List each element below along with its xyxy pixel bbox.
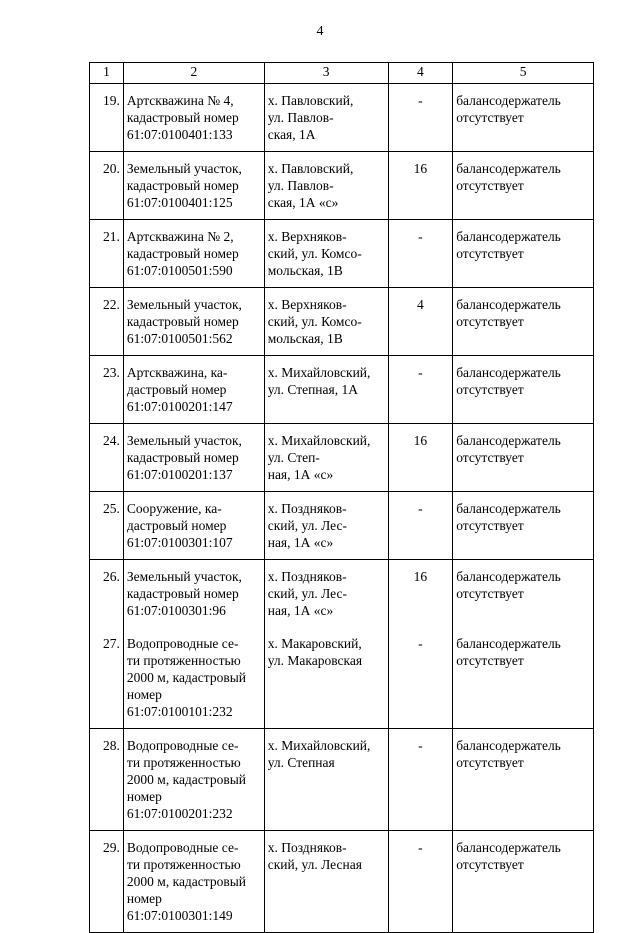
object-name: Артскважина, ка- дастровый номер 61:07:0100201:147 [123, 356, 264, 424]
row-number: 27. [90, 627, 124, 729]
object-area: - [388, 492, 453, 560]
balance-holder: балансодержатель отсутствует [453, 84, 594, 152]
object-address: х. Михайловский, ул. Степ- ная, 1А «с» [264, 424, 388, 492]
object-area: - [388, 831, 453, 933]
object-name: Водопроводные се- ти протяженностью 2000 м, кадастровый номер 61:07:0100101:232 [123, 627, 264, 729]
header-col-5: 5 [453, 63, 594, 84]
object-address: х. Михайловский, ул. Степная, 1А [264, 356, 388, 424]
object-area: - [388, 84, 453, 152]
object-address: х. Павловский, ул. Павлов- ская, 1А «с» [264, 152, 388, 220]
balance-holder: балансодержатель отсутствует [453, 220, 594, 288]
row-number: 21. [90, 220, 124, 288]
header-row [90, 63, 594, 84]
object-area: - [388, 627, 453, 729]
table-row [90, 152, 594, 220]
balance-holder: балансодержатель отсутствует [453, 627, 594, 729]
balance-holder: балансодержатель отсутствует [453, 560, 594, 628]
object-address: х. Павловский, ул. Павлов- ская, 1А [264, 84, 388, 152]
row-number: 19. [90, 84, 124, 152]
header-col-1: 1 [90, 63, 124, 84]
balance-holder: балансодержатель отсутствует [453, 152, 594, 220]
object-area: - [388, 220, 453, 288]
balance-holder: балансодержатель отсутствует [453, 729, 594, 831]
table-row [90, 356, 594, 424]
table-row [90, 220, 594, 288]
table-row [90, 424, 594, 492]
object-name: Водопроводные се- ти протяженностью 2000 м, кадастровый номер 61:07:0100201:232 [123, 729, 264, 831]
object-name: Артскважина № 2, кадастровый номер 61:07:0100501:590 [123, 220, 264, 288]
table-row [90, 831, 594, 933]
table-row [90, 84, 594, 152]
object-name: Земельный участок, кадастровый номер 61:07:0100501:562 [123, 288, 264, 356]
object-area: 4 [388, 288, 453, 356]
object-address: х. Верхняков- ский, ул. Комсо- мольская, 1В [264, 288, 388, 356]
table-row [90, 729, 594, 831]
row-number: 23. [90, 356, 124, 424]
object-address: х. Поздняков- ский, ул. Лес- ная, 1А «с» [264, 492, 388, 560]
object-name: Артскважина № 4, кадастровый номер 61:07:0100401:133 [123, 84, 264, 152]
object-area: - [388, 356, 453, 424]
header-col-3: 3 [264, 63, 388, 84]
balance-holder: балансодержатель отсутствует [453, 424, 594, 492]
header-col-4: 4 [388, 63, 453, 84]
table-row [90, 627, 594, 729]
object-name: Земельный участок, кадастровый номер 61:07:0100301:96 [123, 560, 264, 628]
object-name: Водопроводные се- ти протяженностью 2000 м, кадастровый номер 61:07:0100301:149 [123, 831, 264, 933]
object-area: 16 [388, 560, 453, 628]
balance-holder: балансодержатель отсутствует [453, 831, 594, 933]
object-address: х. Михайловский, ул. Степная [264, 729, 388, 831]
row-number: 22. [90, 288, 124, 356]
balance-holder: балансодержатель отсутствует [453, 492, 594, 560]
row-number: 29. [90, 831, 124, 933]
object-address: х. Поздняков- ский, ул. Лес- ная, 1А «с» [264, 560, 388, 628]
balance-holder: балансодержатель отсутствует [453, 288, 594, 356]
row-number: 20. [90, 152, 124, 220]
row-number: 25. [90, 492, 124, 560]
table-row [90, 560, 594, 628]
row-number: 26. [90, 560, 124, 628]
property-table [89, 62, 594, 933]
object-address: х. Поздняков- ский, ул. Лесная [264, 831, 388, 933]
row-number: 24. [90, 424, 124, 492]
page-number: 4 [316, 24, 324, 39]
object-area: 16 [388, 424, 453, 492]
object-name: Земельный участок, кадастровый номер 61:07:0100401:125 [123, 152, 264, 220]
object-name: Сооружение, ка- дастровый номер 61:07:0100301:107 [123, 492, 264, 560]
object-address: х. Макаровский, ул. Макаровская [264, 627, 388, 729]
object-address: х. Верхняков- ский, ул. Комсо- мольская, 1В [264, 220, 388, 288]
object-area: - [388, 729, 453, 831]
header-col-2: 2 [123, 63, 264, 84]
balance-holder: балансодержатель отсутствует [453, 356, 594, 424]
object-name: Земельный участок, кадастровый номер 61:07:0100201:137 [123, 424, 264, 492]
row-number: 28. [90, 729, 124, 831]
object-area: 16 [388, 152, 453, 220]
table-row [90, 492, 594, 560]
table-row [90, 288, 594, 356]
